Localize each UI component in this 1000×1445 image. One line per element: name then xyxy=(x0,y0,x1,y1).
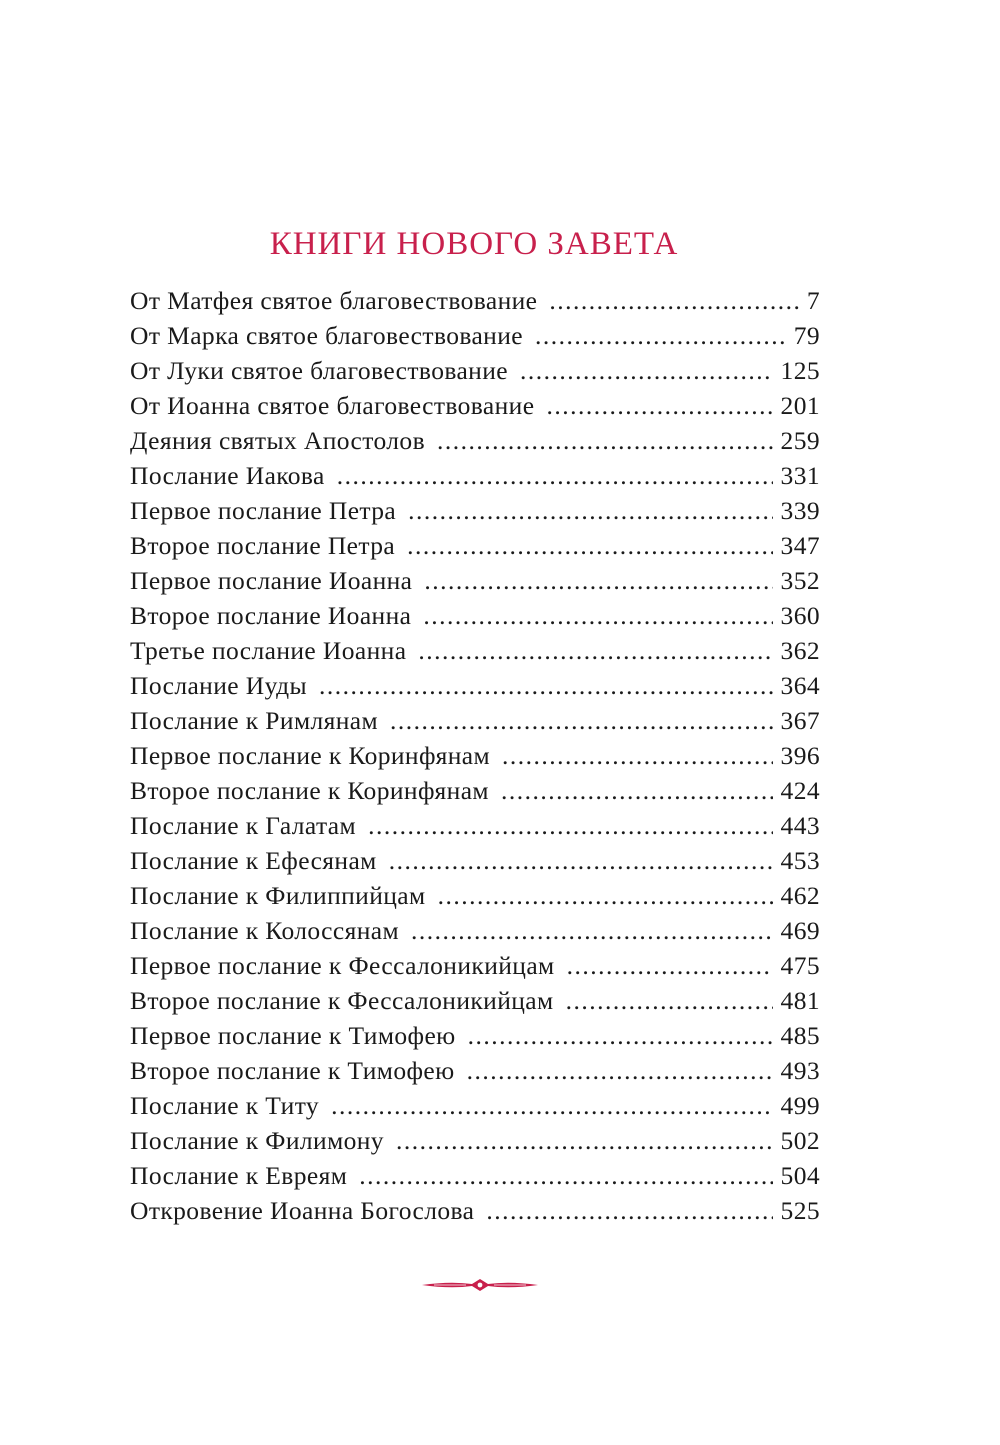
toc-entry-title: Послание Иуды xyxy=(130,671,308,700)
toc-dot-leader xyxy=(520,353,773,388)
toc-entry-title: Третье послание Иоанна xyxy=(130,636,407,665)
toc-entry-page-number: 525 xyxy=(780,1196,820,1225)
toc-entry-page-number: 453 xyxy=(780,846,820,875)
toc-dot-leader xyxy=(418,633,772,668)
toc-dot-leader xyxy=(390,703,773,738)
toc-entry xyxy=(130,738,820,773)
toc-dot-leader xyxy=(389,843,773,878)
toc-entry-page-number: 462 xyxy=(780,881,820,910)
toc-entry-title: Первое послание Петра xyxy=(130,496,397,525)
toc-entry-title: Послание к Галатам xyxy=(130,811,357,840)
toc-entry-title: От Иоанна святое благовествование xyxy=(130,391,535,420)
toc-entry xyxy=(130,983,820,1018)
toc-entry-page-number: 360 xyxy=(780,601,820,630)
toc-entry xyxy=(130,1053,820,1088)
page-title: КНИГИ НОВОГО ЗАВЕТА xyxy=(269,226,679,263)
toc-dot-leader xyxy=(368,808,772,843)
toc-entry xyxy=(130,1088,820,1123)
toc-entry xyxy=(130,458,820,493)
toc-entry xyxy=(130,423,820,458)
toc-entry-title: Послание к Филимону xyxy=(130,1126,384,1155)
toc-entry xyxy=(130,1018,820,1053)
toc-dot-leader xyxy=(486,1193,772,1228)
toc-entry-page-number: 79 xyxy=(793,321,820,350)
toc-entry-page-number: 396 xyxy=(780,741,820,770)
toc-dot-leader xyxy=(337,458,773,493)
toc-entry xyxy=(130,283,820,318)
toc-entry-title: От Луки святое благовествование xyxy=(130,356,508,385)
toc-entry-page-number: 367 xyxy=(780,706,820,735)
toc-entry xyxy=(130,528,820,563)
toc-entry-page-number: 443 xyxy=(780,811,820,840)
toc-entry-title: Второе послание Петра xyxy=(130,531,396,560)
toc-entry-page-number: 485 xyxy=(780,1021,820,1050)
toc-dot-leader xyxy=(437,423,773,458)
toc-entry-page-number: 481 xyxy=(780,986,820,1015)
toc-entry-page-number: 499 xyxy=(780,1091,820,1120)
decorative-divider-icon xyxy=(420,1275,540,1295)
toc-entry xyxy=(130,1123,820,1158)
toc-entry-title: Послание к Колоссянам xyxy=(130,916,400,945)
toc-dot-leader xyxy=(331,1088,772,1123)
toc-dot-leader xyxy=(467,1053,773,1088)
toc-entry-page-number: 331 xyxy=(780,461,820,490)
toc-entry-page-number: 493 xyxy=(780,1056,820,1085)
toc-dot-leader xyxy=(566,983,773,1018)
toc-entry xyxy=(130,1158,820,1193)
toc-dot-leader xyxy=(546,388,772,423)
toc-dot-leader xyxy=(407,528,772,563)
toc-entry-title: Деяния святых Апостолов xyxy=(130,426,426,455)
toc-entry-title: Второе послание к Фессалоникийцам xyxy=(130,986,554,1015)
toc-entry-title: Первое послание Иоанна xyxy=(130,566,413,595)
toc-entry-title: Послание к Титу xyxy=(130,1091,320,1120)
toc-entry-title: Второе послание Иоанна xyxy=(130,601,412,630)
toc-entry xyxy=(130,563,820,598)
toc-entry xyxy=(130,388,820,423)
toc-entry xyxy=(130,913,820,948)
toc-dot-leader xyxy=(468,1018,773,1053)
toc-entry-page-number: 362 xyxy=(780,636,820,665)
toc-entry-page-number: 469 xyxy=(780,916,820,945)
toc-dot-leader xyxy=(411,913,773,948)
toc-entry-page-number: 201 xyxy=(780,391,820,420)
toc-entry-page-number: 502 xyxy=(780,1126,820,1155)
toc-entry-page-number: 347 xyxy=(780,531,820,560)
toc-entry-page-number: 339 xyxy=(780,496,820,525)
toc-entry xyxy=(130,353,820,388)
toc-entry-page-number: 504 xyxy=(780,1161,820,1190)
toc-entry xyxy=(130,633,820,668)
toc-entry-title: Второе послание к Коринфянам xyxy=(130,776,489,805)
toc-entry-page-number: 259 xyxy=(780,426,820,455)
toc-entry-page-number: 424 xyxy=(780,776,820,805)
toc-entry xyxy=(130,948,820,983)
toc-entry xyxy=(130,318,820,353)
toc-entry xyxy=(130,878,820,913)
toc-entry-page-number: 352 xyxy=(780,566,820,595)
toc-entry-page-number: 7 xyxy=(806,286,820,315)
toc-dot-leader xyxy=(396,1123,773,1158)
toc-entry xyxy=(130,668,820,703)
toc-entry-title: От Матфея святое благовествование xyxy=(130,286,538,315)
toc-dot-leader xyxy=(535,318,786,353)
toc-entry xyxy=(130,773,820,808)
toc-entry-title: Второе послание к Тимофею xyxy=(130,1056,455,1085)
toc-entry xyxy=(130,598,820,633)
toc-entry-title: Послание к Филиппийцам xyxy=(130,881,426,910)
toc-entry-title: Послание к Римлянам xyxy=(130,706,379,735)
toc-entry-page-number: 475 xyxy=(780,951,820,980)
toc-entry xyxy=(130,493,820,528)
toc-entry-title: Первое послание к Фессалоникийцам xyxy=(130,951,555,980)
toc-entry-title: Первое послание к Тимофею xyxy=(130,1021,456,1050)
toc-entry xyxy=(130,703,820,738)
toc-entry-page-number: 125 xyxy=(780,356,820,385)
toc-entry-title: Послание к Евреям xyxy=(130,1161,348,1190)
toc-dot-leader xyxy=(438,878,773,913)
toc-entry xyxy=(130,843,820,878)
toc-entry-title: От Марка святое благовествование xyxy=(130,321,523,350)
toc-dot-leader xyxy=(502,738,773,773)
table-of-contents xyxy=(130,283,820,1228)
toc-dot-leader xyxy=(408,493,772,528)
toc-dot-leader xyxy=(359,1158,772,1193)
toc-dot-leader xyxy=(319,668,773,703)
toc-entry xyxy=(130,808,820,843)
toc-dot-leader xyxy=(567,948,773,983)
toc-entry-title: Первое послание к Коринфянам xyxy=(130,741,490,770)
toc-entry-title: Послание к Ефесянам xyxy=(130,846,377,875)
toc-entry-page-number: 364 xyxy=(780,671,820,700)
toc-dot-leader xyxy=(424,563,772,598)
toc-entry-title: Послание Иакова xyxy=(130,461,325,490)
toc-dot-leader xyxy=(549,283,798,318)
toc-entry xyxy=(130,1193,820,1228)
toc-entry-title: Откровение Иоанна Богослова xyxy=(130,1196,475,1225)
toc-dot-leader xyxy=(423,598,772,633)
toc-dot-leader xyxy=(501,773,773,808)
